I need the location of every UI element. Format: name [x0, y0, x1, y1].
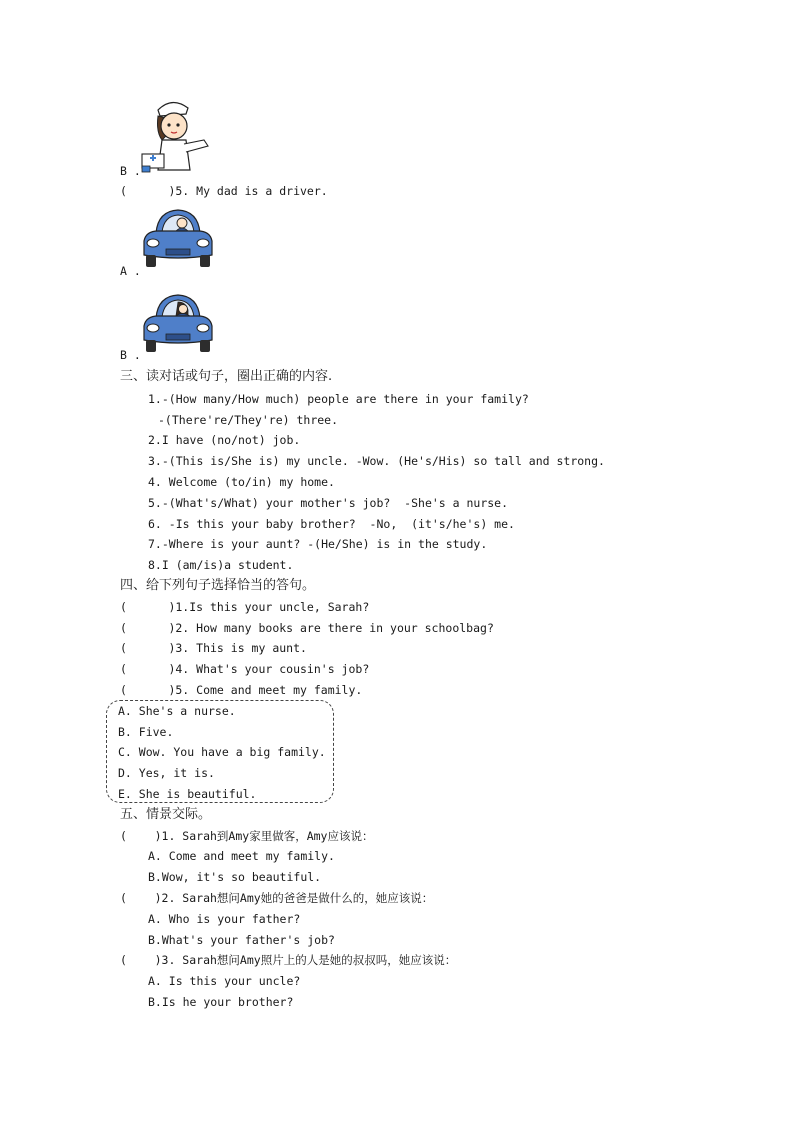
section5-question: ( )3. Sarah想问Amy照片上的人是她的叔叔吗，她应该说： — [120, 953, 457, 967]
section3-line: 7.-Where is your aunt? -(He/She) is in the study. — [148, 537, 488, 551]
section4-option: D. Yes, it is. — [118, 766, 215, 780]
section4-question: ( )3. This is my aunt. — [120, 641, 307, 655]
q5-question: ( )5. My dad is a driver. — [120, 184, 328, 198]
section4-question: ( )4. What's your cousin's job? — [120, 662, 370, 676]
section4-question: ( )1.Is this your uncle, Sarah? — [120, 600, 370, 614]
section3-line: 8.I (am/is)a student. — [148, 558, 294, 572]
section5-option-a: A. Is this your uncle? — [148, 974, 301, 988]
car-icon — [140, 205, 216, 271]
section5-option-a: A. Who is your father? — [148, 912, 301, 926]
section5-option-a: A. Come and meet my family. — [148, 849, 335, 863]
section5-option-b: B.Is he your brother? — [148, 995, 294, 1009]
section5-option-b: B.Wow, it's so beautiful. — [148, 870, 322, 884]
section4-option: C. Wow. You have a big family. — [118, 745, 326, 759]
q5-option-a-label: A . — [120, 264, 141, 278]
section4-question: ( )2. How many books are there in your schoolbag? — [120, 621, 494, 635]
section3-line: 2.I have (no/not) job. — [148, 433, 301, 447]
section3-line: 5.-(What's/What) your mother's job? -She's a nurse. — [148, 496, 509, 510]
section4-question: ( )5. Come and meet my family. — [120, 683, 363, 697]
section5-question: ( )2. Sarah想问Amy她的爸爸是做什么的，她应该说： — [120, 891, 434, 905]
section3-line: 6. -Is this your baby brother? -No, (it's/he's) me. — [148, 517, 515, 531]
q5-option-b-label: B . — [120, 348, 141, 362]
section3-line: 3.-(This is/She is) my uncle. -Wow. (He's/His) so tall and strong. — [148, 454, 605, 468]
nurse-icon — [138, 96, 216, 174]
section5-heading: 五、情景交际。 — [120, 807, 212, 822]
section4-heading: 四、给下列句子选择恰当的答句。 — [120, 578, 316, 593]
section3-line: 4. Welcome (to/in) my home. — [148, 475, 335, 489]
section4-option: A. She's a nurse. — [118, 704, 236, 718]
q4-option-b-label: B . — [120, 164, 141, 178]
section4-option: E. She is beautiful. — [118, 787, 257, 801]
section3-heading: 三、读对话或句子，圈出正确的内容. — [120, 369, 333, 384]
section4-option: B. Five. — [118, 725, 174, 739]
section3-line: -(There're/They're) three. — [158, 413, 339, 427]
section5-option-b: B.What's your father's job? — [148, 933, 335, 947]
car-icon — [140, 290, 216, 356]
section5-question: ( )1. Sarah到Amy家里做客，Amy应该说： — [120, 829, 374, 843]
section3-line: 1.-(How many/How much) people are there in your family? — [148, 392, 529, 406]
